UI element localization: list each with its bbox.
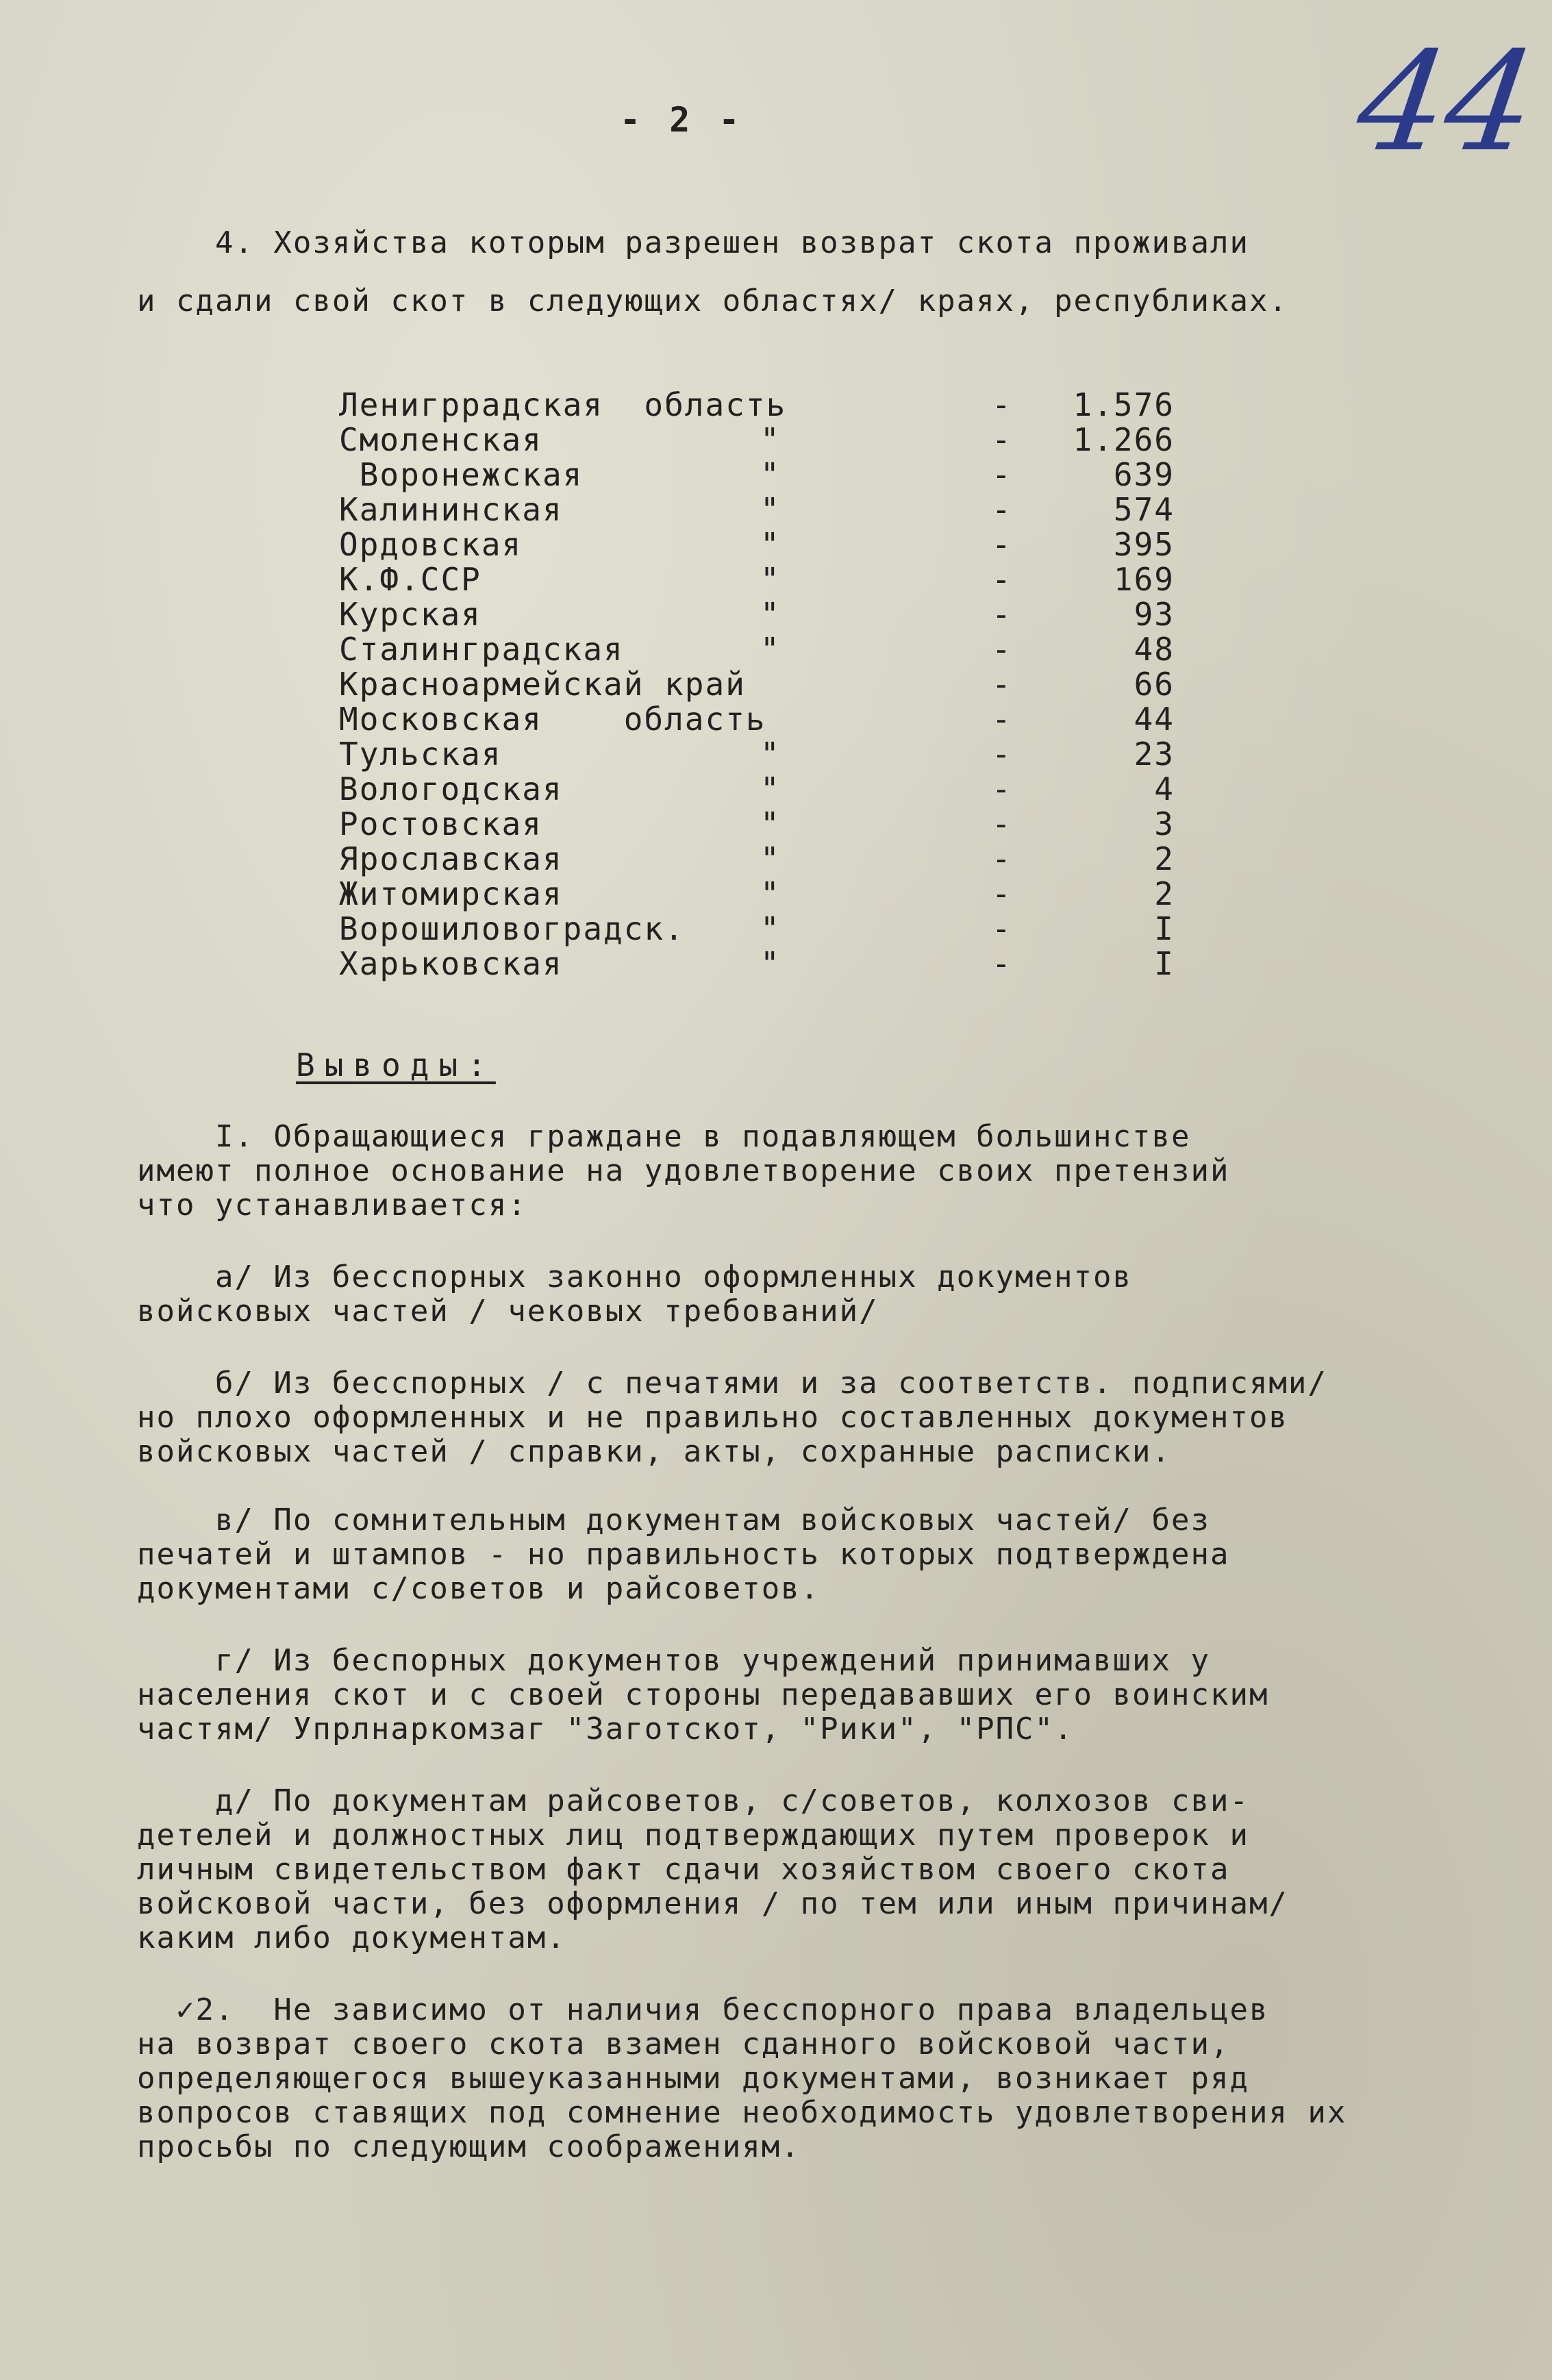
section-4-line: 4. Хозяйства которым разрешен возврат скота проживали xyxy=(137,225,1249,260)
region-count: 4 xyxy=(1154,771,1175,807)
region-count: 2 xyxy=(1154,840,1175,877)
paragraph-line: войсковых частей / справки, акты, сохранные расписки. xyxy=(137,1434,1171,1469)
region-row xyxy=(0,458,1552,492)
dash: - xyxy=(992,945,1012,982)
paragraph-line: населения скот и с своей стороны передававших его воинским xyxy=(137,1677,1269,1712)
region-count: I xyxy=(1154,945,1175,982)
dash: - xyxy=(992,771,1012,807)
dash: - xyxy=(992,526,1012,563)
page-number: - 2 - xyxy=(620,100,744,140)
dash: - xyxy=(992,875,1012,912)
region-row xyxy=(0,562,1552,597)
region-name: Смоленская xyxy=(339,421,542,458)
dash: - xyxy=(992,386,1012,423)
region-row xyxy=(0,632,1552,666)
paragraph-line: документами с/советов и райсоветов. xyxy=(137,1571,821,1606)
region-name: Сталинградская xyxy=(339,631,624,668)
region-count: 574 xyxy=(1113,491,1175,528)
region-count: 93 xyxy=(1134,596,1175,633)
ditto-mark: " xyxy=(760,596,781,633)
paragraph-line: каким либо документам. xyxy=(137,1920,566,1955)
region-name: Ордовская xyxy=(339,526,523,563)
region-count: 169 xyxy=(1113,561,1175,598)
section-4-line: и сдали свой скот в следующих областях/ краях, республиках. xyxy=(137,284,1288,318)
region-count: 3 xyxy=(1154,805,1175,842)
region-count: 639 xyxy=(1113,456,1175,493)
region-row xyxy=(0,388,1552,422)
paragraph-line: вопросов ставящих под сомнение необходимость удовлетворения их xyxy=(137,2095,1347,2130)
region-count: 48 xyxy=(1134,631,1175,668)
dash: - xyxy=(992,596,1012,633)
paragraph-line: войсковой части, без оформления / по тем или иным причинам/ xyxy=(137,1886,1288,1921)
ditto-mark: " xyxy=(760,840,781,877)
ditto-mark: " xyxy=(760,736,781,773)
dash: - xyxy=(992,910,1012,947)
region-count: 66 xyxy=(1134,666,1175,703)
region-row xyxy=(0,527,1552,562)
dash: - xyxy=(992,805,1012,842)
region-name: Вологодская xyxy=(339,771,563,807)
region-row xyxy=(0,842,1552,876)
region-row xyxy=(0,492,1552,527)
paragraph-line: частям/ Упрлнаркомзаг "Заготскот, "Рики", "РПС". xyxy=(137,1712,1074,1746)
region-row xyxy=(0,912,1552,946)
region-name: Ворошиловоградск. xyxy=(339,910,685,947)
ditto-mark: " xyxy=(760,561,781,598)
dash: - xyxy=(992,456,1012,493)
ditto-mark: " xyxy=(760,491,781,528)
paragraph-line: I. Обращающиеся граждане в подавляющем большинстве xyxy=(137,1119,1191,1154)
region-count: I xyxy=(1154,910,1175,947)
region-name: Житомирская xyxy=(339,875,563,912)
paragraph-line: но плохо оформленных и не правильно составленных документов xyxy=(137,1400,1288,1435)
ditto-mark: " xyxy=(760,526,781,563)
region-count: 23 xyxy=(1134,736,1175,773)
region-count: 1.266 xyxy=(1073,421,1175,458)
region-name: Тульская xyxy=(339,736,502,773)
region-count: 395 xyxy=(1113,526,1175,563)
paragraph-line: детелей и должностных лиц подтверждающих путем проверок и xyxy=(137,1818,1249,1853)
ditto-mark: " xyxy=(760,456,781,493)
paragraph-line: г/ Из беспорных документов учреждений принимавших у xyxy=(137,1643,1210,1678)
paragraph-line: личным свидетельством факт сдачи хозяйством своего скота xyxy=(137,1852,1230,1887)
dash: - xyxy=(992,421,1012,458)
region-name: Ленигррадская область xyxy=(339,386,787,423)
ditto-mark: " xyxy=(760,875,781,912)
region-name: Харьковская xyxy=(339,945,563,982)
region-name: Ростовская xyxy=(339,805,542,842)
paragraph-line: определяющегося вышеуказанными документами, возникает ряд xyxy=(137,2061,1249,2096)
ditto-mark: " xyxy=(760,805,781,842)
region-count: 1.576 xyxy=(1073,386,1175,423)
dash: - xyxy=(992,561,1012,598)
region-row xyxy=(0,772,1552,806)
paragraph-line: в/ По сомнительным документам войсковых частей/ без xyxy=(137,1503,1210,1538)
region-row xyxy=(0,737,1552,771)
region-row xyxy=(0,702,1552,736)
paragraph-line: а/ Из бесспорных законно оформленных документов xyxy=(137,1260,1133,1294)
region-row xyxy=(0,947,1552,981)
ditto-mark: " xyxy=(760,945,781,982)
region-count: 44 xyxy=(1134,701,1175,738)
dash: - xyxy=(992,666,1012,703)
region-name: Ярославская xyxy=(339,840,563,877)
dash: - xyxy=(992,631,1012,668)
paragraph-line: б/ Из бесспорных / с печатями и за соответств. подписями/ xyxy=(137,1366,1327,1401)
region-name: Калининская xyxy=(339,491,563,528)
region-row xyxy=(0,667,1552,701)
region-name: Воронежская xyxy=(339,456,584,493)
dash: - xyxy=(992,701,1012,738)
dash: - xyxy=(992,840,1012,877)
handwritten-folio-number: 44 xyxy=(1348,23,1545,182)
paragraph-line: войсковых частей / чековых требований/ xyxy=(137,1294,879,1329)
paragraph-line: имеют полное основание на удовлетворение своих претензий xyxy=(137,1153,1230,1188)
ditto-mark: " xyxy=(760,910,781,947)
region-name: Красноармейскай край xyxy=(339,666,746,703)
conclusions-heading: Выводы: xyxy=(296,1047,496,1083)
region-row xyxy=(0,807,1552,841)
region-name: Московская область xyxy=(339,701,766,738)
region-name: К.Ф.ССР xyxy=(339,561,481,598)
ditto-mark: " xyxy=(760,631,781,668)
paragraph-line: ✓2. Не зависимо от наличия бесспорного права владельцев xyxy=(137,1992,1269,2027)
ditto-mark: " xyxy=(760,771,781,807)
ditto-mark: " xyxy=(760,421,781,458)
region-row xyxy=(0,423,1552,457)
dash: - xyxy=(992,491,1012,528)
region-row xyxy=(0,597,1552,631)
paragraph-line: на возврат своего скота взамен сданного войсковой части, xyxy=(137,2027,1230,2062)
paragraph-line: печатей и штампов - но правильность которых подтверждена xyxy=(137,1537,1230,1572)
paragraph-line: д/ По документам райсоветов, с/советов, колхозов сви- xyxy=(137,1783,1249,1818)
paragraph-line: просьбы по следующим соображениям. xyxy=(137,2129,801,2164)
paragraph-line: что устанавливается: xyxy=(137,1188,527,1223)
region-count: 2 xyxy=(1154,875,1175,912)
dash: - xyxy=(992,736,1012,773)
region-row xyxy=(0,877,1552,911)
region-name: Курская xyxy=(339,596,481,633)
